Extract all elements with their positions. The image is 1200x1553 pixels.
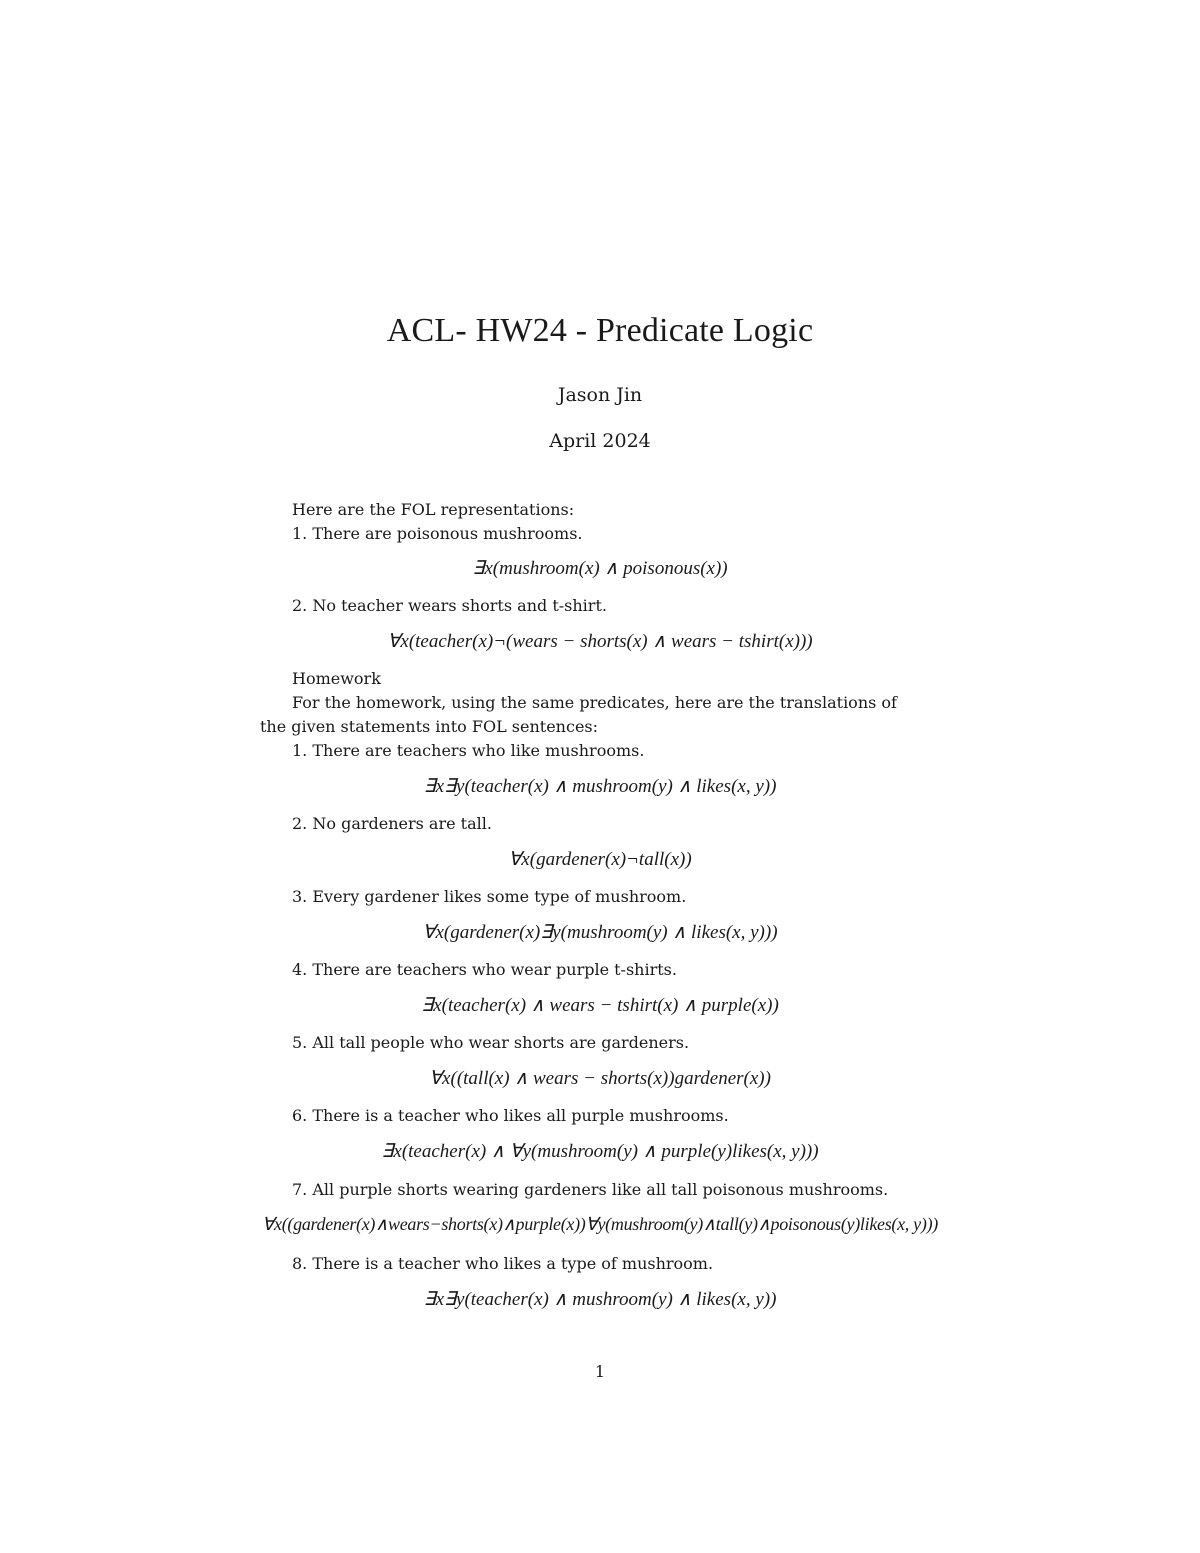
homework-formula: ∀x(gardener(x)∃y(mushroom(y) ∧ likes(x, y))) (422, 922, 778, 943)
homework-formula: ∃x∃y(teacher(x) ∧ mushroom(y) ∧ likes(x, y)) (423, 1289, 777, 1310)
homework-formula: ∀x((gardener(x)∧wears−shorts(x)∧purple(x))∀y(mushroom(y)∧tall(y)∧poisonous(y)likes(x, y))) (262, 1214, 938, 1234)
homework-intro-line: the given statements into FOL sentences: (260, 717, 599, 736)
homework-statement: 5. All tall people who wear shorts are gardeners. (292, 1033, 690, 1052)
homework-formula: ∃x(teacher(x) ∧ wears − tshirt(x) ∧ purple(x)) (421, 995, 779, 1016)
example-statement: 2. No teacher wears shorts and t-shirt. (292, 596, 607, 615)
document-title: ACL- HW24 - Predicate Logic (386, 312, 814, 349)
homework-formula: ∃x∃y(teacher(x) ∧ mushroom(y) ∧ likes(x, y)) (423, 776, 777, 797)
homework-statement: 2. No gardeners are tall. (292, 814, 492, 833)
homework-statement: 6. There is a teacher who likes all purple mushrooms. (292, 1106, 729, 1125)
homework-statement: 7. All purple shorts wearing gardeners like all tall poisonous mushrooms. (292, 1180, 889, 1199)
document-date: April 2024 (549, 430, 651, 452)
homework-statement: 4. There are teachers who wear purple t-shirts. (292, 960, 677, 979)
homework-formula: ∀x(gardener(x)¬tall(x)) (508, 849, 692, 870)
example-formula: ∃x(mushroom(x) ∧ poisonous(x)) (472, 558, 728, 579)
example-formula: ∀x(teacher(x)¬(wears − shorts(x) ∧ wears − tshirt(x))) (387, 631, 813, 652)
homework-formula: ∃x(teacher(x) ∧ ∀y(mushroom(y) ∧ purple(y)likes(x, y))) (381, 1141, 819, 1162)
author-name: Jason Jin (557, 384, 643, 406)
homework-statement: 8. There is a teacher who likes a type of mushroom. (292, 1254, 714, 1273)
example-statement: 1. There are poisonous mushrooms. (292, 524, 583, 543)
homework-statement: 3. Every gardener likes some type of mushroom. (292, 887, 687, 906)
homework-intro-line: For the homework, using the same predicates, here are the translations of (292, 693, 897, 712)
intro-text: Here are the FOL representations: (292, 500, 575, 519)
page-number: 1 (594, 1362, 606, 1381)
homework-statement: 1. There are teachers who like mushrooms. (292, 741, 645, 760)
homework-heading: Homework (292, 669, 381, 688)
homework-formula: ∀x((tall(x) ∧ wears − shorts(x))gardener(x)) (429, 1068, 771, 1089)
